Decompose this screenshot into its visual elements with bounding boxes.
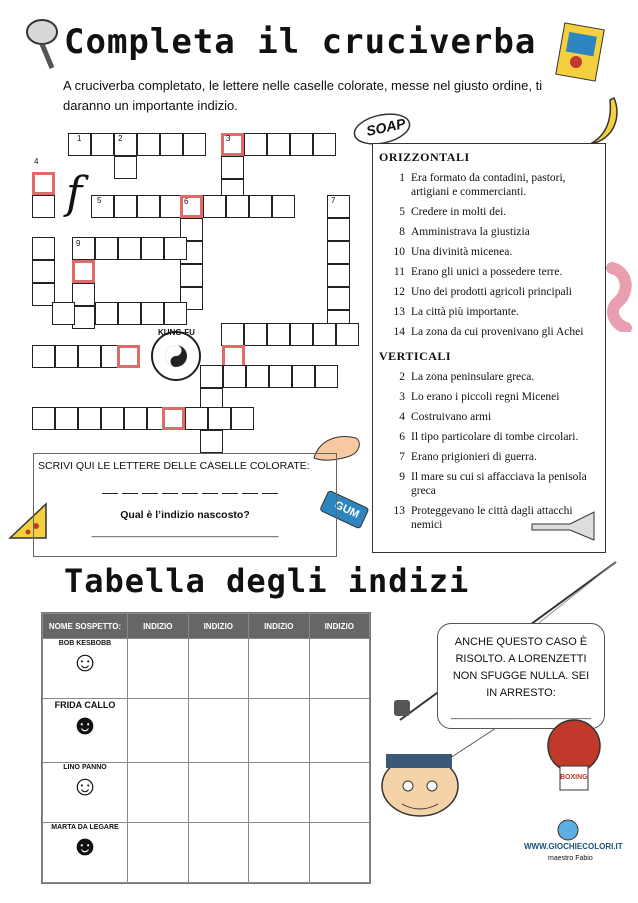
clue-item [379, 450, 599, 464]
crossword-cell[interactable] [292, 365, 315, 388]
highlighted-cell[interactable] [72, 260, 95, 283]
suspect-portrait-icon: ☻ [70, 830, 100, 862]
kung-fu-label: KUNG-FU [158, 328, 195, 337]
section-title: Tabella degli indizi [64, 562, 470, 600]
crossword-cell[interactable] [327, 241, 350, 264]
crossword-cell[interactable] [114, 156, 137, 179]
clue-number: 13 [393, 306, 405, 318]
crossword-cell[interactable] [244, 133, 267, 156]
clue-number: 9 [76, 239, 81, 248]
suspect-name: FRIDA CALLO [54, 699, 116, 710]
crossword-cell[interactable] [32, 407, 55, 430]
suspect-name: LINO PANNO [63, 764, 107, 772]
clue-number: 1 [77, 134, 82, 143]
clue-cell[interactable] [128, 823, 189, 883]
clue-text: Il tipo particolare di tombe circolari. [411, 431, 579, 443]
crossword-cell[interactable] [327, 264, 350, 287]
comic-book-illustration [554, 22, 606, 82]
crossword-cell[interactable] [32, 237, 55, 260]
crossword-cell[interactable] [55, 345, 78, 368]
clue-item [379, 171, 599, 199]
clue-cell[interactable] [128, 639, 189, 699]
clue-item [379, 430, 599, 444]
crossword-cell[interactable] [244, 323, 267, 346]
clue-number: 6 [184, 197, 189, 206]
crossword-cell[interactable] [267, 133, 290, 156]
col-clue: INDIZIO [128, 614, 189, 639]
detective-illustration [372, 742, 472, 822]
clue-cell[interactable] [309, 698, 370, 762]
soap-sticker [352, 112, 412, 146]
crossword-cell[interactable] [315, 365, 338, 388]
crossword-cell[interactable] [32, 195, 55, 218]
crossword-cell[interactable] [267, 323, 290, 346]
answer-box [33, 453, 337, 557]
crossword-cell[interactable] [52, 302, 75, 325]
suspect-portrait-icon: ☺ [70, 646, 100, 677]
crossword-cell[interactable] [78, 345, 101, 368]
crossword-cell[interactable] [118, 237, 141, 260]
clue-item [379, 370, 599, 384]
crossword-cell[interactable] [164, 237, 187, 260]
clue-cell[interactable] [309, 763, 370, 823]
clue-cell[interactable] [309, 823, 370, 883]
suspect-name: MARTA DA LEGARE [51, 824, 119, 832]
crossword-cell[interactable] [32, 260, 55, 283]
crossword-cell[interactable] [313, 323, 336, 346]
clue-cell[interactable] [128, 763, 189, 823]
answer-instruction: SCRIVI QUI LE LETTERE DELLE CASELLE COLORATE: [38, 460, 310, 472]
giochiecolori-logo-icon [556, 818, 580, 842]
clue-number: 11 [393, 266, 405, 278]
crossword-cell[interactable] [221, 156, 244, 179]
crossword-cell[interactable] [327, 287, 350, 310]
clue-text: Era formato da contadini, pastori, artigiani e commercianti. [411, 172, 566, 198]
clue-cell[interactable] [309, 639, 370, 699]
crossword-cell[interactable] [95, 302, 118, 325]
crossword-cell[interactable] [221, 323, 244, 346]
clue-number: 4 [34, 157, 39, 166]
clue-number: 2 [399, 371, 405, 383]
clue-text: Proteggevano le città dagli attacchi nemici [411, 505, 573, 531]
clue-text: La zona da cui provenivano gli Achei [411, 326, 584, 338]
crossword-cell[interactable] [290, 323, 313, 346]
down-heading: VERTICALI [379, 349, 452, 363]
gum-label: GUM [332, 499, 362, 521]
clue-cell[interactable] [188, 763, 249, 823]
boxing-label: BOXING [560, 774, 588, 781]
intro-text: A cruciverba completato, le lettere nelle caselle colorate, messe nel giusto ordine, ti daranno un importante indizio. [63, 78, 543, 113]
clue-text: La città più importante. [411, 306, 519, 318]
crossword-cell[interactable] [124, 407, 147, 430]
crossword-cell[interactable] [32, 345, 55, 368]
clue-number: 7 [399, 451, 405, 463]
clue-item [379, 390, 599, 404]
clue-number: 8 [399, 226, 405, 238]
speech-bubble [437, 623, 605, 729]
crossword-cell[interactable] [91, 133, 114, 156]
suspect-portrait-icon: ☺ [70, 770, 100, 802]
crossword-cell[interactable] [336, 323, 359, 346]
hidden-clue-question: Qual è l’indizio nascosto? [120, 509, 250, 521]
answer-line[interactable]: ________________________________ [91, 526, 279, 538]
script-letter-decoration: f [66, 168, 83, 219]
col-clue: INDIZIO [309, 614, 370, 639]
crossword-cell[interactable] [313, 133, 336, 156]
clue-number: 13 [393, 505, 405, 517]
col-clue: INDIZIO [188, 614, 249, 639]
crossword-cell[interactable] [203, 195, 226, 218]
clue-cell[interactable] [249, 763, 310, 823]
clue-text: Il mare su cui si affacciava la penisola greca [411, 471, 587, 497]
highlighted-cell[interactable] [221, 133, 244, 156]
page-title: Completa il cruciverba [64, 22, 537, 62]
crossword-cell[interactable] [246, 365, 269, 388]
crossword-cell[interactable] [141, 237, 164, 260]
crossword-cell[interactable] [208, 407, 231, 430]
credit-site: WWW.GIOCHIECOLORI.IT [524, 842, 623, 851]
clue-item [379, 470, 599, 498]
crossword-cell[interactable] [95, 237, 118, 260]
crossword-cell[interactable] [269, 365, 292, 388]
clue-number: 1 [399, 172, 405, 184]
crossword-cell[interactable] [55, 407, 78, 430]
clue-number: 3 [226, 134, 231, 143]
clue-cell[interactable] [188, 639, 249, 699]
crossword-cell[interactable] [72, 306, 95, 329]
clue-item [379, 265, 599, 279]
crossword-cell[interactable] [164, 302, 187, 325]
highlighted-cell[interactable] [162, 407, 185, 430]
clue-cell[interactable] [249, 639, 310, 699]
clue-number: 12 [393, 286, 405, 298]
crossword-cell[interactable] [272, 195, 295, 218]
crossword-cell[interactable] [231, 407, 254, 430]
suspects-table [41, 612, 371, 884]
clue-item [379, 410, 599, 424]
clue-item [379, 305, 599, 319]
crossword-cell[interactable] [200, 365, 223, 388]
clue-item [379, 225, 599, 239]
clue-text: Costruivano armi [411, 411, 492, 423]
clue-text: Erano gli unici a possedere terre. [411, 266, 563, 278]
clue-number: 5 [97, 196, 102, 205]
crossword-cell[interactable] [91, 195, 114, 218]
across-heading: ORIZZONTALI [379, 150, 470, 164]
clue-text: Una divinità micenea. [411, 246, 513, 258]
culprit-answer-line[interactable]: ____________________________ [450, 709, 592, 719]
clue-text: Credere in molti dei. [411, 206, 507, 218]
col-clue: INDIZIO [249, 614, 310, 639]
clue-number: 2 [118, 134, 123, 143]
crossword-cell[interactable] [183, 133, 206, 156]
credit-author: maestro Fabio [548, 855, 593, 862]
crossword-cell[interactable] [200, 430, 223, 453]
clue-cell[interactable] [188, 698, 249, 762]
clue-text: Amministrava la giustizia [411, 226, 530, 238]
clue-number: 9 [399, 471, 405, 483]
clue-number: 3 [399, 391, 405, 403]
clue-item [379, 205, 599, 219]
table-row [43, 698, 370, 762]
table-row [43, 763, 370, 823]
clue-number: 14 [393, 326, 405, 338]
highlighted-cell[interactable] [32, 172, 55, 195]
letter-blanks[interactable] [102, 482, 278, 494]
clues-panel [372, 143, 606, 553]
banana-illustration [584, 96, 624, 148]
suspect-portrait-icon: ☻ [70, 708, 100, 740]
clue-item [379, 245, 599, 259]
clue-text: La zona peninsulare greca. [411, 371, 535, 383]
crossword-cell[interactable] [137, 195, 160, 218]
crossword-cell[interactable] [78, 407, 101, 430]
clue-number: 4 [399, 411, 405, 423]
clue-cell[interactable] [188, 823, 249, 883]
clue-item [379, 325, 599, 339]
crossword-cell[interactable] [226, 195, 249, 218]
crossword-grid [0, 0, 372, 450]
table-row [43, 639, 370, 699]
clue-number: 7 [331, 196, 336, 205]
crossword-cell[interactable] [114, 195, 137, 218]
kung-fu-sticker [150, 330, 202, 382]
crossword-cell[interactable] [118, 302, 141, 325]
suspect-name: BOB KESBOBB [58, 640, 112, 647]
crossword-cell[interactable] [249, 195, 272, 218]
crossword-cell[interactable] [327, 218, 350, 241]
clue-cell[interactable] [249, 823, 310, 883]
clue-item [379, 285, 599, 299]
worm-illustration [604, 262, 632, 332]
clue-text: Lo erano i piccoli regni Micenei [411, 391, 560, 403]
boxing-glove-illustration [540, 716, 606, 796]
col-suspect-name: NOME SOSPETTO: [43, 614, 128, 639]
clue-text: Uno dei prodotti agricoli principali [411, 286, 572, 298]
crossword-cell[interactable] [223, 365, 246, 388]
crossword-cell[interactable] [141, 302, 164, 325]
speech-text: ANCHE QUESTO CASO È RISOLTO. A LORENZETTI NON SFUGGE NULLA. SEI IN ARRESTO: [452, 636, 590, 699]
crossword-cell[interactable] [101, 407, 124, 430]
table-row [43, 823, 370, 883]
trumpet-illustration [530, 510, 600, 544]
clue-cell[interactable] [128, 698, 189, 762]
crossword-cell[interactable] [72, 283, 95, 306]
crossword-cell[interactable] [290, 133, 313, 156]
crossword-cell[interactable] [185, 407, 208, 430]
clue-number: 5 [399, 206, 405, 218]
clue-number: 10 [393, 246, 405, 258]
highlighted-cell[interactable] [117, 345, 140, 368]
clue-number: 6 [399, 431, 405, 443]
clue-text: Erano prigionieri di guerra. [411, 451, 537, 463]
soap-label: SOAP [364, 115, 407, 139]
clue-cell[interactable] [249, 698, 310, 762]
crossword-cell[interactable] [137, 133, 160, 156]
crossword-cell[interactable] [160, 133, 183, 156]
crossword-cell[interactable] [180, 264, 203, 287]
